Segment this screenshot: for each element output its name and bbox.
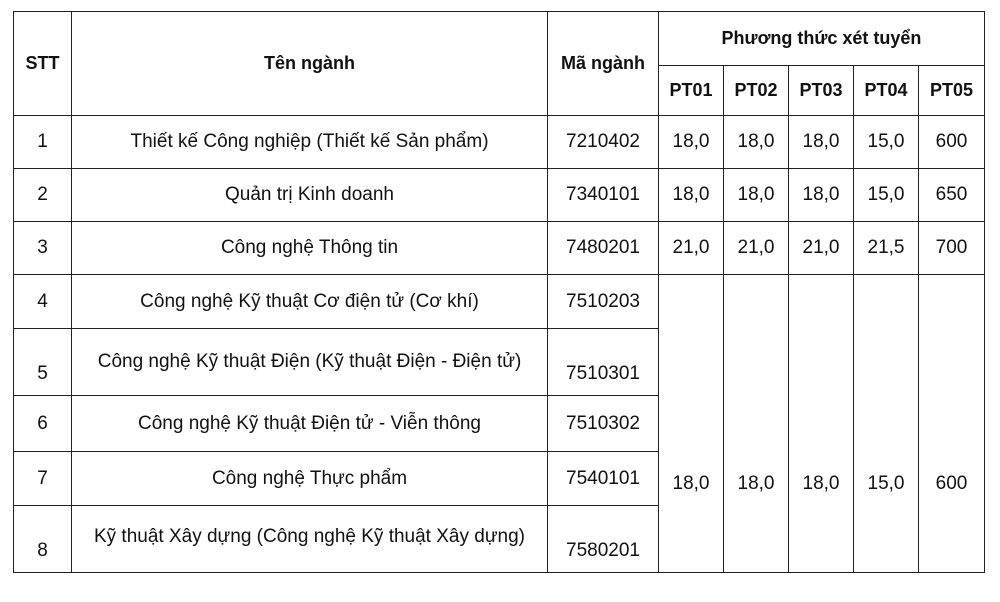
cell-score-merged: 15,0 (854, 275, 919, 573)
cell-name: Quản trị Kinh doanh (72, 169, 548, 222)
cell-code: 7340101 (548, 169, 659, 222)
cell-stt: 4 (14, 275, 72, 329)
header-code: Mã ngành (548, 12, 659, 116)
table-row (14, 222, 985, 275)
cell-stt: 1 (14, 116, 72, 169)
header-pt02: PT02 (724, 66, 789, 116)
cell-score: 18,0 (789, 169, 854, 222)
cell-stt: 8 (14, 506, 72, 573)
header-pt05: PT05 (919, 66, 985, 116)
cell-score: 18,0 (659, 169, 724, 222)
cell-code: 7540101 (548, 452, 659, 506)
cell-score: 18,0 (724, 116, 789, 169)
table-row (14, 169, 985, 222)
header-method-group: Phương thức xét tuyển (659, 12, 985, 66)
cell-score: 18,0 (789, 116, 854, 169)
cell-score-merged: 18,0 (659, 275, 724, 573)
cell-stt: 3 (14, 222, 72, 275)
cell-score: 18,0 (724, 169, 789, 222)
cell-score: 21,0 (724, 222, 789, 275)
header-pt01: PT01 (659, 66, 724, 116)
cell-score: 21,0 (659, 222, 724, 275)
header-row-1 (14, 12, 985, 66)
admission-table (13, 11, 985, 573)
cell-name: Công nghệ Kỹ thuật Điện tử - Viễn thông (72, 396, 548, 452)
header-stt: STT (14, 12, 72, 116)
header-pt04: PT04 (854, 66, 919, 116)
table-row (14, 275, 985, 329)
cell-name: Kỹ thuật Xây dựng (Công nghệ Kỹ thuật Xây dựng) (72, 506, 548, 573)
cell-score-merged: 18,0 (724, 275, 789, 573)
cell-name: Thiết kế Công nghiệp (Thiết kế Sản phẩm) (72, 116, 548, 169)
cell-score: 21,5 (854, 222, 919, 275)
cell-code: 7510301 (548, 329, 659, 396)
cell-score: 650 (919, 169, 985, 222)
cell-score: 15,0 (854, 116, 919, 169)
cell-score: 18,0 (659, 116, 724, 169)
cell-code: 7580201 (548, 506, 659, 573)
cell-code: 7510203 (548, 275, 659, 329)
cell-score: 700 (919, 222, 985, 275)
cell-score-merged: 18,0 (789, 275, 854, 573)
cell-name: Công nghệ Kỹ thuật Điện (Kỹ thuật Điện - Điện tử) (72, 329, 548, 396)
cell-stt: 7 (14, 452, 72, 506)
cell-code: 7510302 (548, 396, 659, 452)
header-pt03: PT03 (789, 66, 854, 116)
cell-score-merged: 600 (919, 275, 985, 573)
cell-code: 7210402 (548, 116, 659, 169)
cell-name: Công nghệ Thực phẩm (72, 452, 548, 506)
cell-stt: 2 (14, 169, 72, 222)
cell-stt: 5 (14, 329, 72, 396)
cell-stt: 6 (14, 396, 72, 452)
admission-table-wrapper (13, 11, 985, 573)
cell-name: Công nghệ Kỹ thuật Cơ điện tử (Cơ khí) (72, 275, 548, 329)
cell-code: 7480201 (548, 222, 659, 275)
cell-score: 15,0 (854, 169, 919, 222)
cell-name: Công nghệ Thông tin (72, 222, 548, 275)
cell-score: 600 (919, 116, 985, 169)
header-name: Tên ngành (72, 12, 548, 116)
cell-score: 21,0 (789, 222, 854, 275)
table-row (14, 116, 985, 169)
